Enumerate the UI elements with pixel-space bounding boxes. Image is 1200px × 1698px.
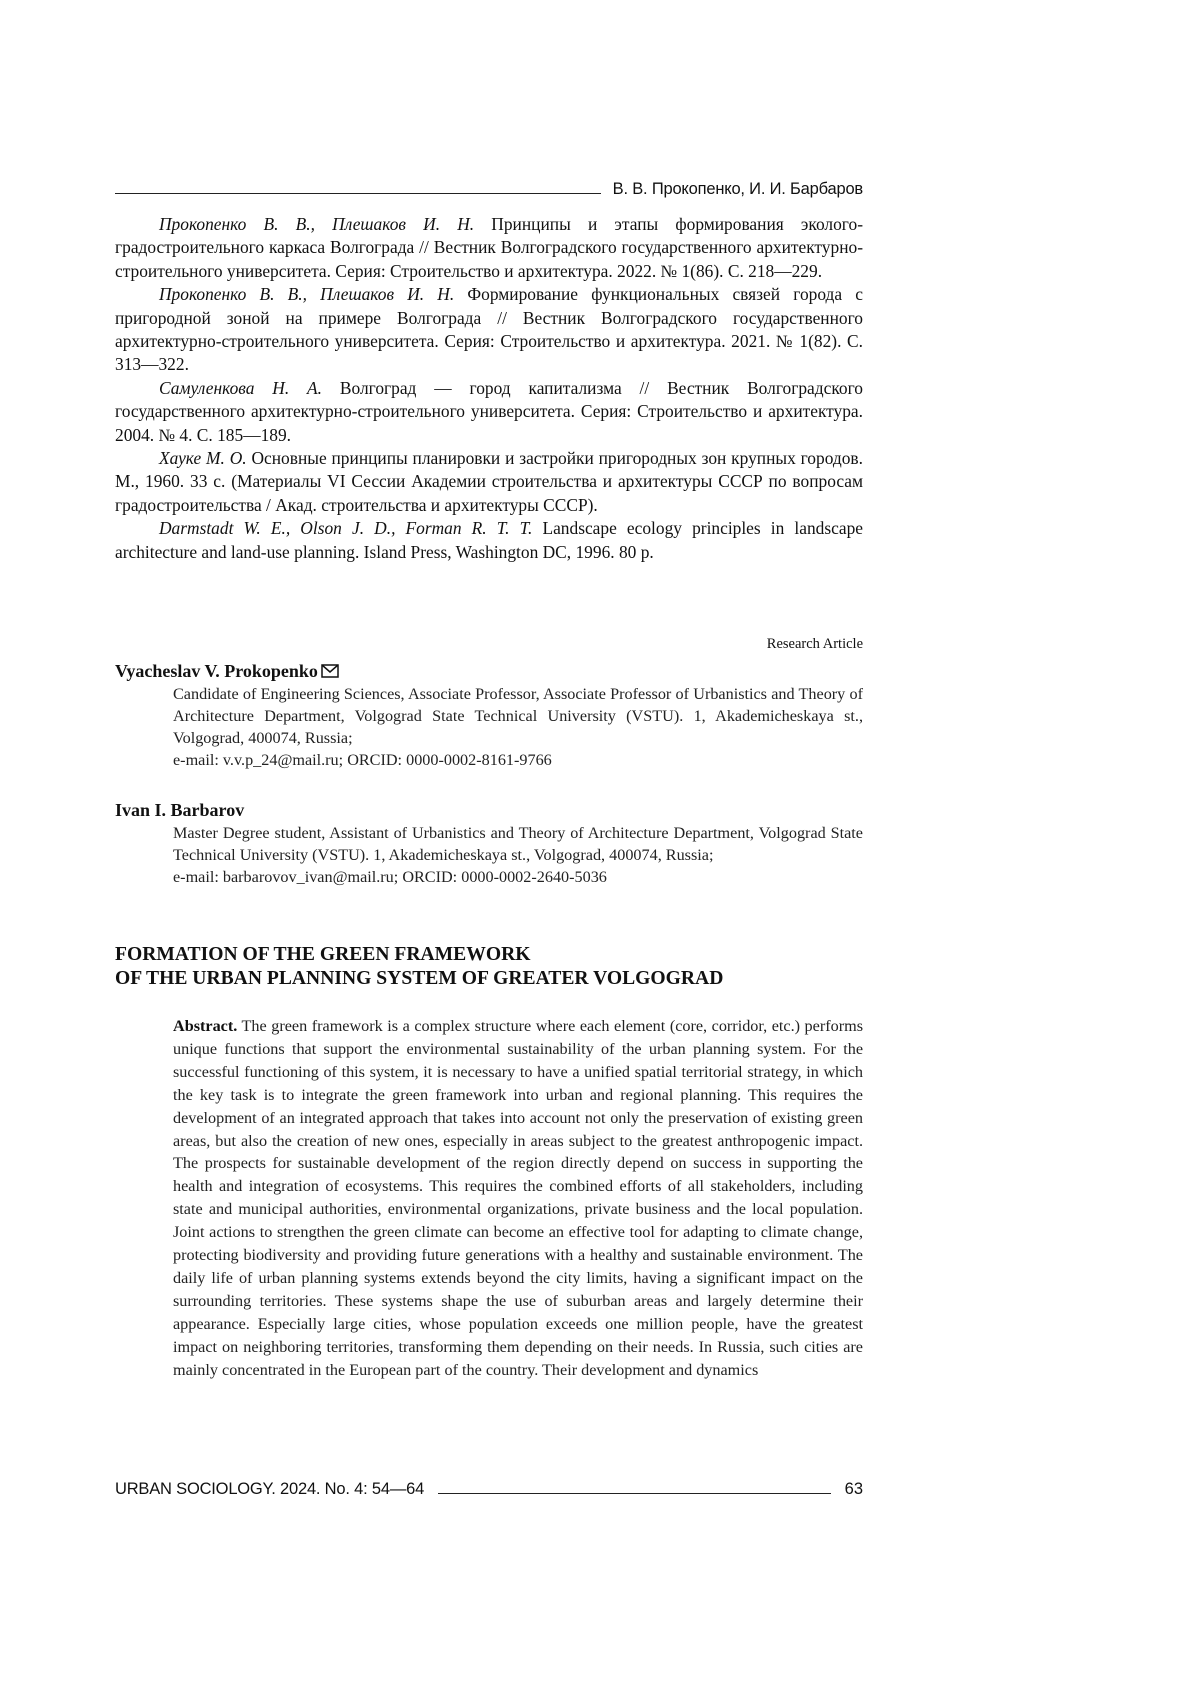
- reference-item: [115, 283, 863, 377]
- author-name: [115, 798, 863, 822]
- envelope-icon[interactable]: [321, 664, 339, 678]
- author-name-text: Ivan I. Barbarov: [115, 800, 245, 820]
- abstract-text: The green framework is a complex structure where each element (core, corridor, etc.) performs unique functions that support the environmental sustainability of the urban planning system. For the successful functioning of this system, it is necessary to have a unified spatial territorial strategy, in which the key task is to integrate the green framework into urban and regional planning. This requires the development of an integrated approach that takes into account not only the preservation of existing green areas, but also the creation of new ones, especially in areas subject to the greatest anthropogenic impact. The prospects for sustainable development of the region directly depend on success in supporting the health and integration of ecosystems. This requires the combined efforts of all stakeholders, including state and municipal authorities, environmental organizations, private business and the local population. Joint actions to strengthen the green climate can become an effective tool for adapting to climate change, protecting biodiversity and providing future generations with a healthy and sustainable environment. The daily life of urban planning systems extends beyond the city limits, having a significant impact on the surrounding territories. These systems shape the use of suburban areas and largely determine their appearance. Especially large cities, whose population exceeds one million people, have the greatest impact on neighboring territories, transforming them depending on their needs. In Russia, such cities are mainly concentrated in the European part of the country. Their development and dynamics: [173, 1017, 863, 1379]
- reference-text: Landscape ecology principles in landscape architecture and land-use planning. Island Press, Washington DC, 1996. 80 p.: [115, 518, 863, 562]
- reference-text: Принципы и этапы формирования эколого-градостроительного каркаса Волгограда // Вестник Волгоградского государственного архитектурно-строительного университета. Серия: Строительство и архитектура. 2022. № 1(86). С. 218—229.: [115, 214, 863, 281]
- reference-item: [115, 447, 863, 517]
- author-block: [115, 659, 863, 771]
- article-type: Research Article: [766, 636, 863, 652]
- abstract-paragraph: [173, 1015, 863, 1382]
- reference-authors: Хауке М. О.: [159, 448, 247, 469]
- author-contact: e-mail: barbarovov_ivan@mail.ru; ORCID: 0000-0002-2640-5036: [173, 868, 607, 886]
- reference-text: Формирование функциональных связей города с пригородной зоной на примере Волгограда // Вестник Волгоградского государственного архитектурно-строительного университета. Серия: Строительство и архитектура. 2021. № 1(82). С. 313—322.: [115, 284, 864, 375]
- abstract: [173, 1015, 863, 1382]
- author-contact: e-mail: v.v.p_24@mail.ru; ORCID: 0000-0002-8161-9766: [173, 751, 552, 769]
- page-footer: [115, 1473, 863, 1499]
- reference-text: Волгоград — город капитализма // Вестник Волгоградского государственного архитектурно-строительного университета. Серия: Строительство и архитектура. 2004. № 4. С. 185—189.: [115, 377, 863, 445]
- reference-item: [115, 213, 863, 283]
- article-title: [115, 943, 863, 991]
- reference-authors: Прокопенко В. В., Плешаков И. Н.: [159, 214, 475, 234]
- reference-authors: Самуленкова Н. А.: [159, 377, 323, 398]
- footer-rule: [438, 1493, 831, 1494]
- reference-list: [115, 213, 863, 564]
- abstract-label: Abstract.: [173, 1017, 238, 1035]
- affiliation-text: Master Degree student, Assistant of Urbanistics and Theory of Architecture Department, Volgograd State Technical University (VSTU). 1, Akademicheskaya st., Volgograd, 400074, Russia;: [173, 824, 863, 864]
- title-line: OF THE URBAN PLANNING SYSTEM OF GREATER VOLGOGRAD: [115, 968, 724, 989]
- author-affiliation: [173, 822, 863, 888]
- header-rule: [115, 193, 601, 194]
- affiliation-text: Candidate of Engineering Sciences, Associate Professor, Associate Professor of Urbanistics and Theory of Architecture Department, Volgograd State Technical University (VSTU). 1, Akademicheskaya st., Volgograd, 400074, Russia;: [173, 685, 863, 747]
- page-number: 63: [844, 1480, 863, 1498]
- reference-item: [115, 377, 863, 447]
- reference-item: [115, 517, 863, 564]
- author-affiliation: [173, 683, 863, 771]
- footer-journal: URBAN SOCIOLOGY. 2024. No. 4: 54—64: [115, 1480, 425, 1498]
- running-head-authors: В. В. Прокопенко, И. И. Барбаров: [612, 180, 863, 198]
- reference-authors: Darmstadt W. E., Olson J. D., Forman R. T. T.: [159, 518, 533, 539]
- running-head: [115, 173, 863, 199]
- reference-text: Основные принципы планировки и застройки пригородных зон крупных городов. М., 1960. 33 с. (Материалы VI Сессии Академии строительства и архитектуры СССР по вопросам градостроительства / Акад. строительства и архитектуры СССР).: [115, 448, 863, 515]
- reference-authors: Прокопенко В. В., Плешаков И. Н.: [159, 284, 455, 305]
- author-name-text: Vyacheslav V. Prokopenko: [115, 661, 318, 681]
- author-name: [115, 659, 863, 683]
- author-block: [115, 798, 863, 888]
- title-line: FORMATION OF THE GREEN FRAMEWORK: [115, 944, 531, 965]
